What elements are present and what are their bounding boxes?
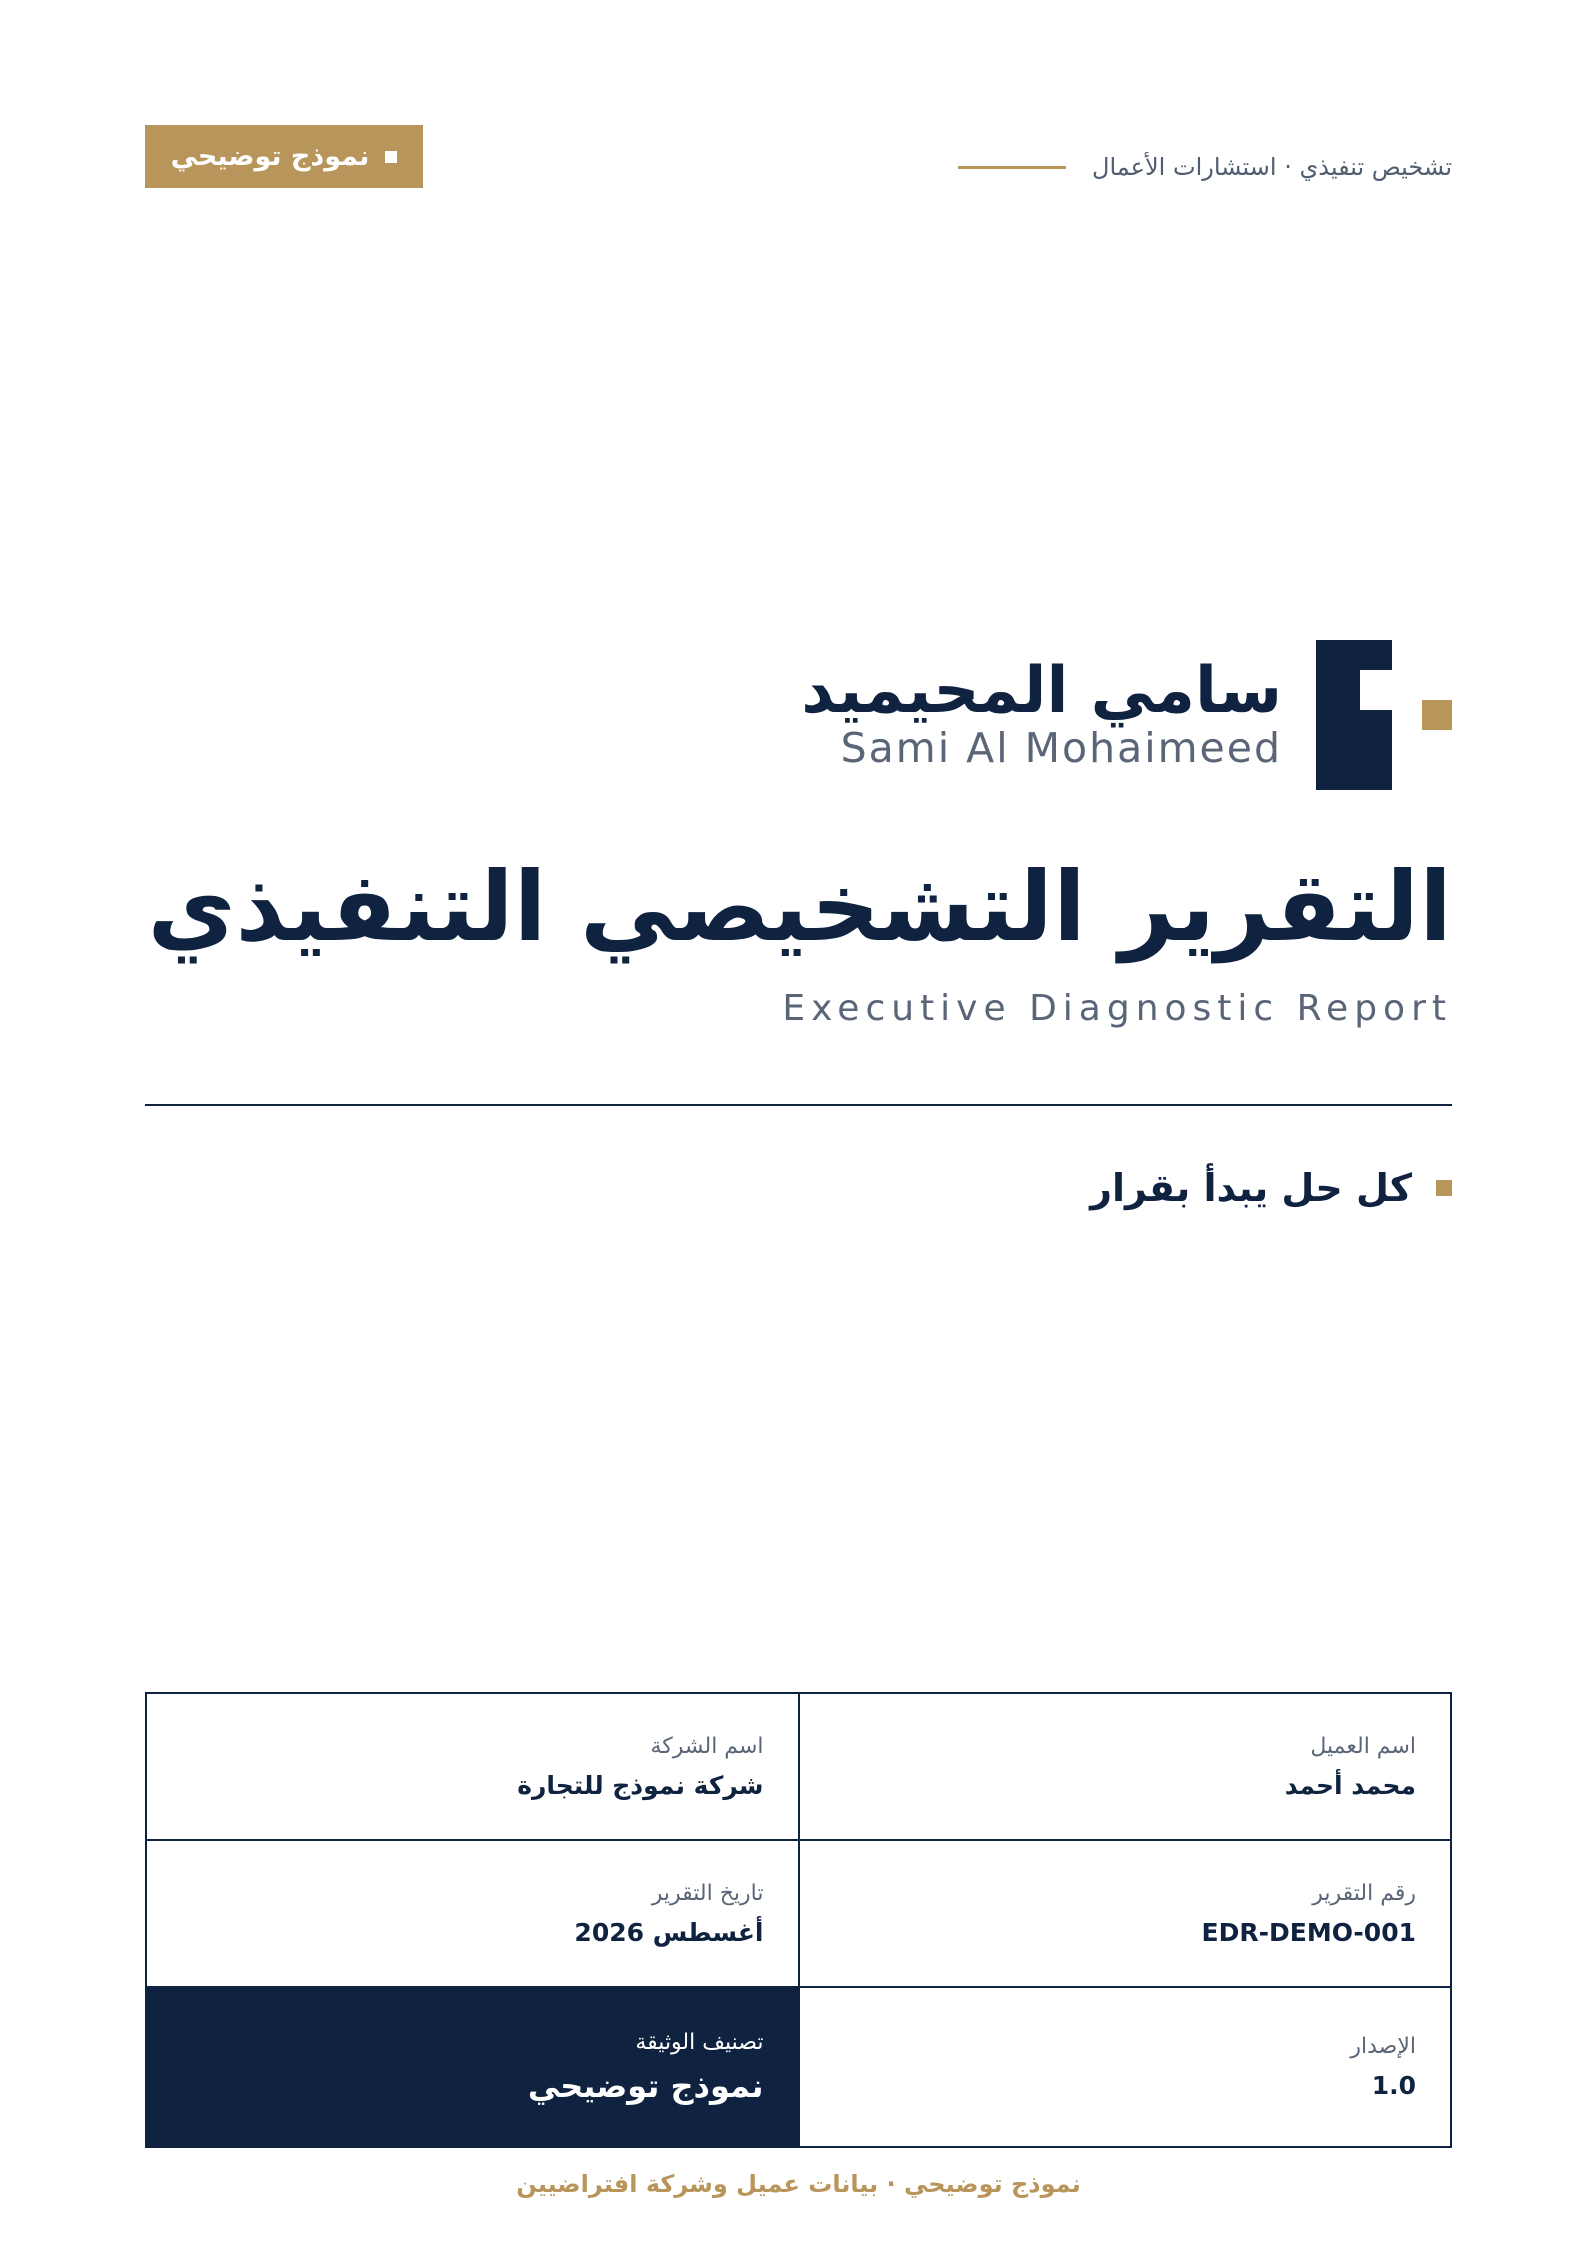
- logo-name-arabic: سامي المحيميد: [801, 653, 1282, 728]
- company-name-value: شركة نموذج للتجارة: [517, 1770, 764, 1800]
- report-info-table: [145, 1692, 1452, 2148]
- badge-square-icon: [385, 151, 397, 163]
- classification-value: نموذج توضيحي: [527, 2066, 764, 2105]
- section-divider: [145, 1104, 1452, 1106]
- report-date-value: أغسطس 2026: [574, 1917, 764, 1947]
- brand-line: [958, 153, 1452, 181]
- report-subtitle: Executive Diagnostic Report: [782, 988, 1452, 1029]
- footer-note: نموذج توضيحي · بيانات عميل وشركة افتراضيين: [516, 2170, 1081, 2198]
- report-number-value: EDR-DEMO-001: [1201, 1917, 1416, 1947]
- report-cover-page: [145, 0, 1452, 2246]
- sample-badge: [145, 125, 423, 188]
- report-date-cell: [147, 1841, 798, 1986]
- logo-text: [801, 653, 1282, 773]
- top-bar: [145, 125, 1452, 189]
- classification-cell: [147, 1988, 798, 2146]
- client-name-value: محمد أحمد: [1284, 1770, 1416, 1800]
- info-row-report: [147, 1841, 1450, 1988]
- version-label: الإصدار: [1350, 2034, 1416, 2059]
- report-number-label: رقم التقرير: [1312, 1880, 1416, 1906]
- company-name-label: اسم الشركة: [650, 1733, 764, 1759]
- version-cell: [798, 1988, 1451, 2146]
- info-row-client: [147, 1694, 1450, 1841]
- company-name-cell: [147, 1694, 798, 1839]
- logo-block: [801, 640, 1452, 790]
- logo-accent-square-icon: [1422, 700, 1452, 730]
- version-value: 1.0: [1371, 2071, 1416, 2100]
- info-row-version: [147, 1988, 1450, 2146]
- sample-badge-label: نموذج توضيحي: [170, 141, 370, 172]
- client-name-label: اسم العميل: [1310, 1733, 1416, 1759]
- report-title: التقرير التشخيصي التنفيذي: [147, 851, 1452, 963]
- brand-line-text: تشخيص تنفيذي · استشارات الأعمال: [1092, 153, 1452, 181]
- tagline-text: كل حل يبدأ بقرار: [1090, 1166, 1412, 1210]
- logo-name-english: Sami Al Mohaimeed: [840, 724, 1282, 773]
- tagline-square-icon: [1436, 1180, 1452, 1196]
- report-number-cell: [798, 1841, 1451, 1986]
- report-date-label: تاريخ التقرير: [651, 1880, 764, 1906]
- tagline: [1090, 1166, 1452, 1210]
- classification-label: تصنيف الوثيقة: [635, 2029, 764, 2055]
- gold-rule: [958, 166, 1066, 169]
- client-name-cell: [798, 1694, 1451, 1839]
- logo-mark-icon: [1316, 640, 1392, 790]
